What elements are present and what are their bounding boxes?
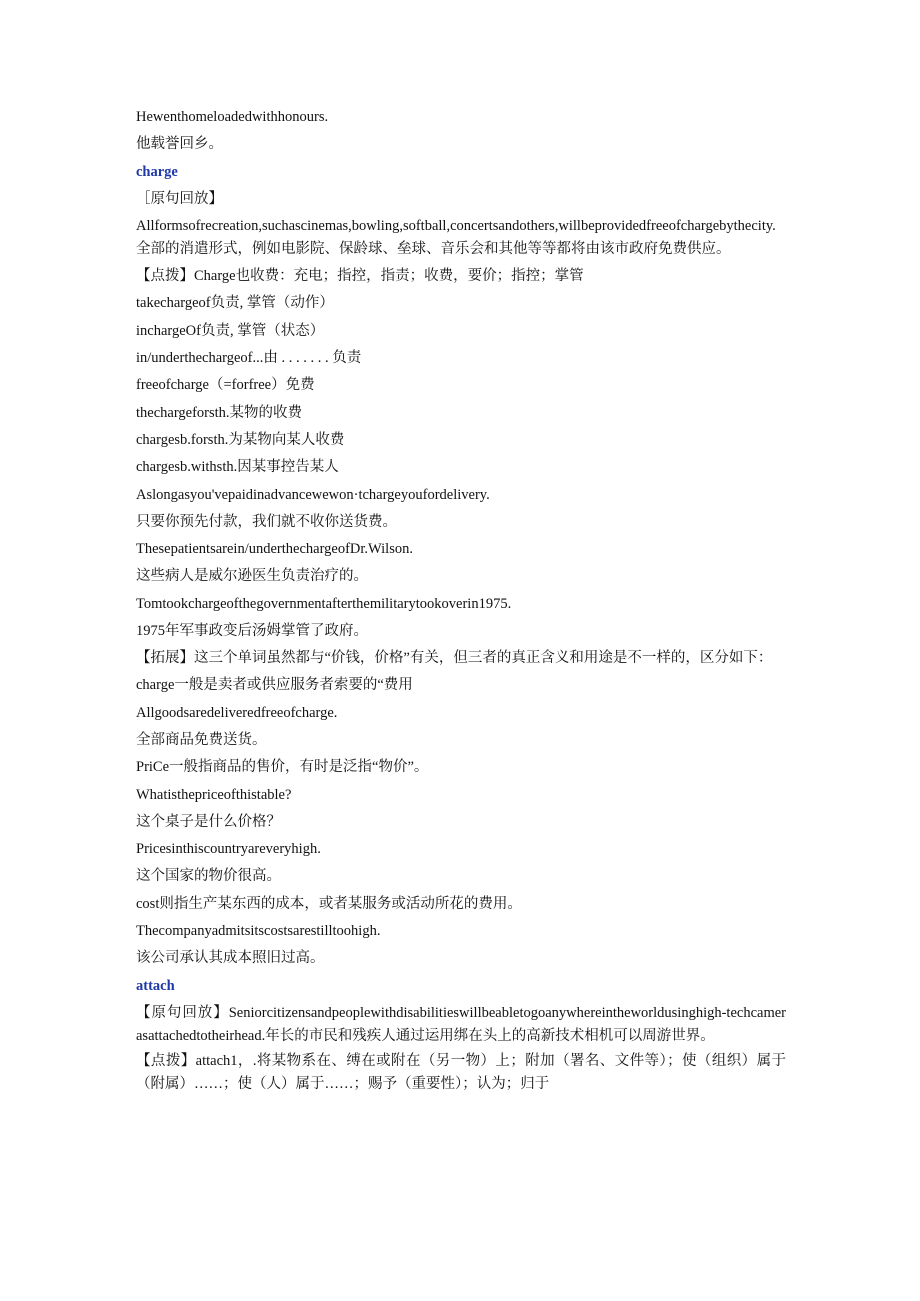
example-sentence: Thesepatientsarein/underthechargeofDr.Wilson. <box>136 541 413 558</box>
original-sentence: 【原句回放】Seniorcitizensandpeoplewithdisabilitieswillbeabletogoanywhereintheworldusinghigh-techcamerasattachedtotheirhead.年长的市民和残疾人通过运用绑在头上的高新技术相机可以周游世界。 <box>136 1004 786 1044</box>
translation: 这些病人是威尔逊医生负责治疗的。 <box>136 568 368 585</box>
phrase-line: thechargeforsth.某物的收费 <box>136 404 303 421</box>
keyword-heading-charge: charge <box>136 163 178 180</box>
keyword-heading-attach: attach <box>136 977 175 994</box>
document-page <box>136 104 786 1098</box>
example-sentence: Aslongasyou'vepaidinadvancewewon·tchargeyoufordelivery. <box>136 486 490 503</box>
translation: 这个国家的物价很高。 <box>136 868 281 885</box>
phrase-line: takechargeof负责, 掌管（动作） <box>136 295 334 312</box>
example-sentence: Whatisthepriceofthistable? <box>136 786 292 803</box>
note-line: 【点拨】attach1，.将某物系在、缚在或附在（另一物）上；附加（署名、文件等）；使（组织）属于（附属）……；使（人）属于……；赐予（重要性）；认为；归于 <box>136 1052 786 1092</box>
example-sentence: Hewenthomeloadedwithhonours. <box>136 109 329 125</box>
example-sentence: Allgoodsaredeliveredfreeofcharge. <box>136 704 338 721</box>
phrase-line: in/underthechargeof...由 . . . . . . . 负责 <box>136 350 362 367</box>
translation: 只要你预先付款，我们就不收你送货费。 <box>136 513 397 530</box>
note-line: 【点拨】Charge也收费：充电；指控，指责；收费，要价；指控；掌管 <box>136 268 584 285</box>
phrase-line: freeofcharge（=forfree）免费 <box>136 377 315 394</box>
extension-note: 【拓展】这三个单词虽然都与“价钱，价格”有关，但三者的真正含义和用途是不一样的，区分如下： <box>136 650 773 667</box>
translation: 他载誉回乡。 <box>136 136 223 153</box>
example-sentence: Pricesinthiscountryareveryhigh. <box>136 841 321 858</box>
translation: 1975年军事政变后汤姆掌管了政府。 <box>136 623 368 640</box>
translation: 全部商品免费送货。 <box>136 731 267 748</box>
section-label: ［原句回放】 <box>136 190 223 207</box>
phrase-line: chargesb.forsth.为某物向某人收费 <box>136 431 345 448</box>
definition-line: PriCe一般指商品的售价，有时是泛指“物价”。 <box>136 759 429 776</box>
phrase-line: inchargeOf负责, 掌管（状态） <box>136 322 325 339</box>
definition-line: charge一般是卖者或供应服务者索要的“费用 <box>136 677 413 694</box>
original-sentence: Allformsofrecreation,suchascinemas,bowling,softball,concertsandothers,willbeprovidedfreeofchargebythecity.全部的消遣形式，例如电影院、保龄球、垒球、音乐会和其他等等都将由该市政府免费供应。 <box>136 218 776 258</box>
definition-line: cost则指生产某东西的成本，或者某服务或活动所花的费用。 <box>136 895 522 912</box>
translation: 该公司承认其成本照旧过高。 <box>136 950 325 967</box>
phrase-line: chargesb.withsth.因某事控告某人 <box>136 459 339 476</box>
example-sentence: Thecompanyadmitsitscostsarestilltoohigh. <box>136 923 381 940</box>
translation: 这个桌子是什么价格？ <box>136 813 281 830</box>
example-sentence: Tomtookchargeofthegovernmentafterthemilitarytookoverin1975. <box>136 595 512 612</box>
